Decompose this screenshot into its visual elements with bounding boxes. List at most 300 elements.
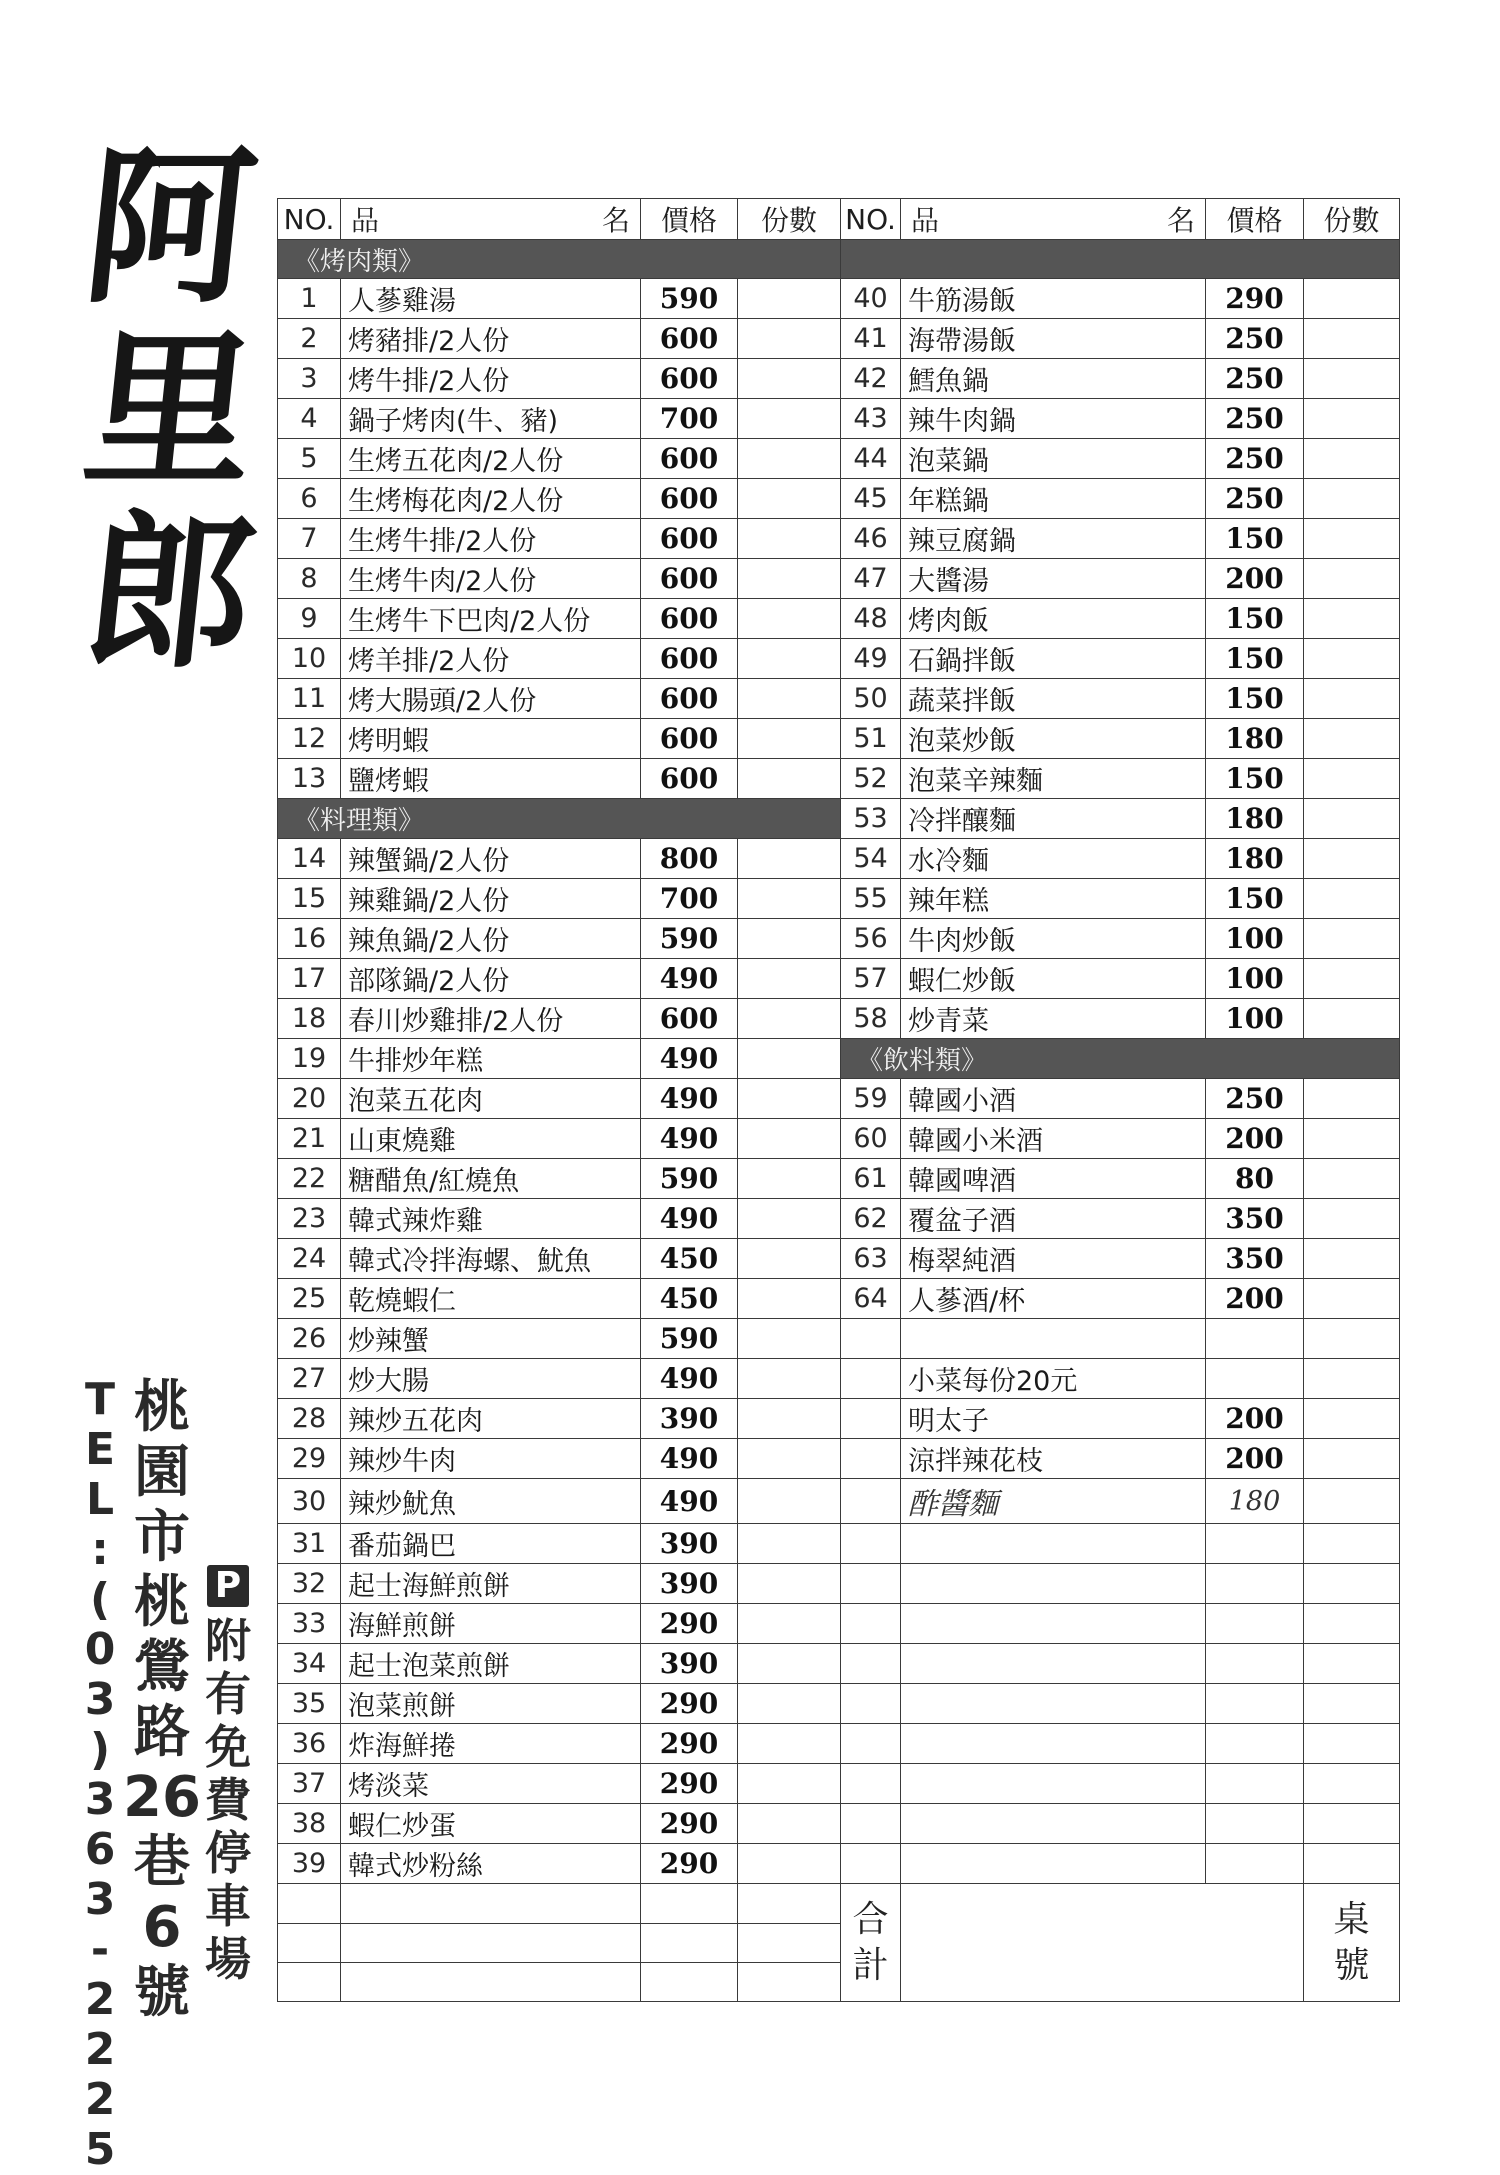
left-header-number: NO. [278, 199, 341, 240]
left-item-name: 烤羊排/2人份 [341, 639, 641, 679]
left-item-number: 10 [278, 639, 341, 679]
right-item-number [841, 1319, 901, 1359]
left-item-quantity-box[interactable] [738, 599, 841, 639]
right-section-header: 《飲料類》 [841, 1039, 1400, 1079]
left-item-price: 590 [641, 1319, 738, 1359]
right-item-quantity-box[interactable] [1304, 279, 1400, 319]
left-item-number: 38 [278, 1804, 341, 1844]
right-item-number: 59 [841, 1079, 901, 1119]
right-item-name: 辣豆腐鍋 [901, 519, 1206, 559]
right-item-number: 57 [841, 959, 901, 999]
left-item-quantity-box[interactable] [738, 919, 841, 959]
telephone-character: T [84, 1374, 115, 1425]
right-item-name: 韓國小米酒 [901, 1119, 1206, 1159]
left-item-quantity-box[interactable] [738, 279, 841, 319]
table-row [278, 240, 1400, 279]
left-item-name: 韓式冷拌海螺、魷魚 [341, 1239, 641, 1279]
table-row [278, 879, 1400, 919]
left-item-name: 春川炒雞排/2人份 [341, 999, 641, 1039]
left-item-number: 6 [278, 479, 341, 519]
right-item-quantity-box[interactable] [1304, 639, 1400, 679]
table-row [278, 1604, 1400, 1644]
left-item-number: 7 [278, 519, 341, 559]
left-item-price: 290 [641, 1604, 738, 1644]
right-item-quantity-box[interactable] [1304, 599, 1400, 639]
left-item-price: 600 [641, 639, 738, 679]
left-item-name: 炒辣蟹 [341, 1319, 641, 1359]
right-item-quantity-box[interactable] [1304, 479, 1400, 519]
left-item-name: 辣炒魷魚 [341, 1479, 641, 1524]
right-item-name [901, 1844, 1206, 1884]
left-item-name: 烤淡菜 [341, 1764, 641, 1804]
right-item-number: 54 [841, 839, 901, 879]
header-name-b: 名 [601, 204, 630, 237]
right-item-number [841, 1764, 901, 1804]
left-item-quantity-box[interactable] [738, 1319, 841, 1359]
right-item-quantity-box[interactable] [1304, 1844, 1400, 1884]
left-item-price: 700 [641, 879, 738, 919]
header-name-a: 品 [351, 204, 380, 237]
left-item-number: 28 [278, 1399, 341, 1439]
right-item-quantity-box[interactable] [1304, 839, 1400, 879]
left-item-quantity-box[interactable] [738, 959, 841, 999]
left-item-quantity-box[interactable] [738, 319, 841, 359]
table-row [278, 1564, 1400, 1604]
telephone-character: 3 [84, 1674, 116, 1725]
right-item-name: 辣年糕 [901, 879, 1206, 919]
left-item-number: 31 [278, 1524, 341, 1564]
left-item-number: 17 [278, 959, 341, 999]
left-item-price: 450 [641, 1279, 738, 1319]
left-item-price: 390 [641, 1399, 738, 1439]
handwritten-quantity-box[interactable] [1304, 1479, 1400, 1524]
table-row [278, 319, 1400, 359]
right-item-price: 200 [1206, 1279, 1304, 1319]
telephone-character: 2 [84, 2074, 116, 2125]
right-item-quantity-box[interactable] [1304, 1199, 1400, 1239]
left-item-price: 290 [641, 1804, 738, 1844]
right-item-price: 250 [1206, 479, 1304, 519]
address-character: 巷 [134, 1830, 190, 1895]
address-character: 路 [134, 1700, 190, 1765]
right-item-name: 蔬菜拌飯 [901, 679, 1206, 719]
left-item-quantity-box[interactable] [738, 439, 841, 479]
left-item-name: 烤明蝦 [341, 719, 641, 759]
right-item-quantity-box[interactable] [1304, 1279, 1400, 1319]
right-item-price: 180 [1206, 839, 1304, 879]
left-item-number: 1 [278, 279, 341, 319]
left-item-number: 8 [278, 559, 341, 599]
table-row [278, 639, 1400, 679]
left-item-name: 生烤梅花肉/2人份 [341, 479, 641, 519]
right-item-quantity-box[interactable] [1304, 759, 1400, 799]
right-item-price: 150 [1206, 599, 1304, 639]
right-item-quantity-box[interactable] [1304, 1159, 1400, 1199]
right-item-price [1206, 1319, 1304, 1359]
side-dish-price: 200 [1206, 1439, 1304, 1479]
left-item-number: 11 [278, 679, 341, 719]
right-item-price: 250 [1206, 439, 1304, 479]
right-item-name [901, 1564, 1206, 1604]
left-item-quantity-box[interactable] [738, 1804, 841, 1844]
address-character: 市 [134, 1505, 190, 1570]
right-item-name [901, 1804, 1206, 1844]
left-item-price: 490 [641, 1039, 738, 1079]
right-item-quantity-box[interactable] [1304, 719, 1400, 759]
left-item-quantity-box[interactable] [738, 879, 841, 919]
table-row [278, 1119, 1400, 1159]
left-item-quantity-box[interactable] [738, 1684, 841, 1724]
left-item-quantity-box[interactable] [738, 639, 841, 679]
right-item-quantity-box[interactable] [1304, 1239, 1400, 1279]
left-item-quantity-box[interactable] [738, 559, 841, 599]
left-item-number: 18 [278, 999, 341, 1039]
table-row [278, 759, 1400, 799]
left-item-quantity-box[interactable] [738, 1239, 841, 1279]
right-item-number: 45 [841, 479, 901, 519]
right-item-name: 大醬湯 [901, 559, 1206, 599]
table-row [278, 359, 1400, 399]
address-character: 號 [134, 1960, 190, 2025]
header-name-b: 名 [1166, 204, 1195, 237]
right-item-number: 55 [841, 879, 901, 919]
right-item-number: 51 [841, 719, 901, 759]
left-item-quantity-box[interactable] [738, 1884, 841, 1923]
left-item-price: 600 [641, 479, 738, 519]
side-dish-quantity-box[interactable] [1304, 1359, 1400, 1399]
left-item-price: 290 [641, 1844, 738, 1884]
left-item-quantity-box[interactable] [738, 1524, 841, 1564]
left-item-number: 39 [278, 1844, 341, 1884]
left-item-quantity-box[interactable] [738, 479, 841, 519]
left-item-quantity-box[interactable] [738, 679, 841, 719]
left-item-quantity-box[interactable] [738, 1359, 841, 1399]
left-item-quantity-box[interactable] [738, 839, 841, 879]
right-item-name [901, 1644, 1206, 1684]
telephone-character: - [90, 1924, 110, 1975]
left-header-quantity: 份數 [738, 199, 841, 240]
right-item-number: 61 [841, 1159, 901, 1199]
right-header-number: NO. [841, 199, 901, 240]
table-number-character: 桌 [1333, 1898, 1370, 1940]
left-item-price: 290 [641, 1764, 738, 1804]
table-row [278, 1199, 1400, 1239]
table-row [278, 799, 1400, 839]
parking-character: 車 [205, 1879, 251, 1933]
left-item-quantity-box[interactable] [738, 359, 841, 399]
right-item-quantity-box[interactable] [1304, 959, 1400, 999]
parking-character: 停 [205, 1826, 251, 1880]
right-item-name: 冷拌釀麵 [901, 799, 1206, 839]
right-item-quantity-box[interactable] [1304, 1764, 1400, 1804]
total-label-character: 合 [852, 1898, 889, 1940]
right-item-price: 200 [1206, 559, 1304, 599]
left-item-number: 37 [278, 1764, 341, 1804]
right-item-price: 350 [1206, 1199, 1304, 1239]
left-item-price: 600 [641, 319, 738, 359]
telephone-character: : [91, 1524, 109, 1575]
left-section-header: 《烤肉類》 [278, 240, 841, 279]
left-item-name: 番茄鍋巴 [341, 1524, 641, 1564]
left-item-price: 490 [641, 1119, 738, 1159]
left-item-price: 590 [641, 1159, 738, 1199]
left-item-quantity-box[interactable] [738, 1039, 841, 1079]
right-item-name: 鱈魚鍋 [901, 359, 1206, 399]
left-item-number: 33 [278, 1604, 341, 1644]
restaurant-logo [70, 128, 270, 691]
total-label-cell [841, 1884, 901, 2002]
right-item-quantity-box[interactable] [1304, 999, 1400, 1039]
left-item-name: 山東燒雞 [341, 1119, 641, 1159]
left-item-price: 490 [641, 1359, 738, 1399]
left-item-number: 30 [278, 1479, 341, 1524]
left-item-quantity-box[interactable] [738, 999, 841, 1039]
left-item-name: 鍋子烤肉(牛、豬) [341, 399, 641, 439]
right-item-number: 63 [841, 1239, 901, 1279]
right-item-price: 290 [1206, 279, 1304, 319]
side-dish-number [841, 1439, 901, 1479]
right-item-quantity-box[interactable] [1304, 679, 1400, 719]
telephone-character: ) [89, 1724, 111, 1775]
left-item-quantity-box[interactable] [738, 1199, 841, 1239]
table-row [278, 719, 1400, 759]
left-item-quantity-box[interactable] [738, 1079, 841, 1119]
left-item-quantity-box[interactable] [738, 719, 841, 759]
right-item-quantity-box[interactable] [1304, 1604, 1400, 1644]
right-item-number: 52 [841, 759, 901, 799]
right-item-quantity-box[interactable] [1304, 439, 1400, 479]
right-item-price [1206, 1524, 1304, 1564]
left-item-quantity-box[interactable] [738, 1644, 841, 1684]
left-item-number: 34 [278, 1644, 341, 1684]
right-item-name: 人蔘酒/杯 [901, 1279, 1206, 1319]
table-row [278, 1644, 1400, 1684]
left-item-price: 490 [641, 1439, 738, 1479]
left-item-number: 35 [278, 1684, 341, 1724]
handwritten-item-name: 酢醬麵 [901, 1479, 1206, 1524]
left-item-name: 蝦仁炒蛋 [341, 1804, 641, 1844]
left-section-header: 《料理類》 [278, 799, 841, 839]
right-item-price [1206, 1764, 1304, 1804]
right-item-price [1206, 1724, 1304, 1764]
left-item-name: 炒大腸 [341, 1359, 641, 1399]
left-item-number: 4 [278, 399, 341, 439]
right-item-quantity-box[interactable] [1304, 519, 1400, 559]
right-item-number [841, 1564, 901, 1604]
left-item-number: 13 [278, 759, 341, 799]
left-item-name: 烤豬排/2人份 [341, 319, 641, 359]
table-row [278, 1399, 1400, 1439]
left-item-number: 15 [278, 879, 341, 919]
right-item-number: 47 [841, 559, 901, 599]
left-item-quantity-box[interactable] [738, 1119, 841, 1159]
left-item-quantity-box[interactable] [738, 1439, 841, 1479]
left-item-quantity-box[interactable] [738, 1564, 841, 1604]
right-item-quantity-box[interactable] [1304, 1079, 1400, 1119]
left-item-quantity-box[interactable] [738, 1962, 841, 2001]
left-item-name: 鹽烤蝦 [341, 759, 641, 799]
table-row [278, 1319, 1400, 1359]
right-item-quantity-box[interactable] [1304, 1564, 1400, 1604]
right-item-number [841, 1844, 901, 1884]
left-item-price: 490 [641, 1079, 738, 1119]
right-item-quantity-box[interactable] [1304, 1724, 1400, 1764]
left-item-price: 490 [641, 959, 738, 999]
right-item-name: 石鍋拌飯 [901, 639, 1206, 679]
left-item-quantity-box[interactable] [738, 759, 841, 799]
table-row [278, 1764, 1400, 1804]
left-item-name: 辣魚鍋/2人份 [341, 919, 641, 959]
right-item-number: 53 [841, 799, 901, 839]
left-item-quantity-box[interactable] [738, 1279, 841, 1319]
parking-icon: P [207, 1565, 249, 1607]
left-item-number: 27 [278, 1359, 341, 1399]
left-item-quantity-box[interactable] [738, 399, 841, 439]
total-label [852, 1897, 888, 1989]
left-item-quantity-box[interactable] [738, 1479, 841, 1524]
left-item-price: 490 [641, 1199, 738, 1239]
right-item-name: 泡菜鍋 [901, 439, 1206, 479]
right-item-name: 辣牛肉鍋 [901, 399, 1206, 439]
left-item-price: 290 [641, 1724, 738, 1764]
left-item-quantity-box[interactable] [738, 519, 841, 559]
left-item-number: 22 [278, 1159, 341, 1199]
left-item-price: 390 [641, 1564, 738, 1604]
left-item-name: 生烤牛下巴肉/2人份 [341, 599, 641, 639]
right-item-quantity-box[interactable] [1304, 359, 1400, 399]
left-item-quantity-box[interactable] [738, 1764, 841, 1804]
right-item-price: 100 [1206, 959, 1304, 999]
right-item-quantity-box[interactable] [1304, 1804, 1400, 1844]
right-item-price [1206, 1684, 1304, 1724]
left-item-name: 牛排炒年糕 [341, 1039, 641, 1079]
right-item-quantity-box[interactable] [1304, 1644, 1400, 1684]
left-item-quantity-box[interactable] [738, 1844, 841, 1884]
right-item-number: 60 [841, 1119, 901, 1159]
right-item-price: 150 [1206, 679, 1304, 719]
left-item-number: 21 [278, 1119, 341, 1159]
right-item-number [841, 1604, 901, 1644]
left-item-quantity-box[interactable] [738, 1923, 841, 1962]
left-item-name: 人蔘雞湯 [341, 279, 641, 319]
table-row [278, 559, 1400, 599]
right-item-number: 49 [841, 639, 901, 679]
telephone-character: 2 [84, 1974, 116, 2025]
right-item-quantity-box[interactable] [1304, 1319, 1400, 1359]
left-item-price: 600 [641, 519, 738, 559]
right-item-name [901, 1764, 1206, 1804]
right-item-name: 烤肉飯 [901, 599, 1206, 639]
left-item-name: 韓式辣炸雞 [341, 1199, 641, 1239]
left-item-quantity-box[interactable] [738, 1604, 841, 1644]
right-item-name [901, 1604, 1206, 1644]
side-dish-quantity-box[interactable] [1304, 1399, 1400, 1439]
left-item-name: 韓式炒粉絲 [341, 1844, 641, 1884]
right-item-price: 150 [1206, 519, 1304, 559]
address-character: 鶯 [134, 1635, 190, 1700]
side-dish-number [841, 1359, 901, 1399]
right-item-quantity-box[interactable] [1304, 399, 1400, 439]
right-item-number: 48 [841, 599, 901, 639]
right-header-name [901, 199, 1206, 240]
right-item-price [1206, 1604, 1304, 1644]
table-row [278, 279, 1400, 319]
parking-character: 免 [205, 1720, 251, 1774]
total-amount-field[interactable] [901, 1884, 1304, 2002]
right-item-number: 56 [841, 919, 901, 959]
logo-character: 里 [75, 310, 265, 509]
header-name-a: 品 [911, 204, 940, 237]
left-item-price: 600 [641, 999, 738, 1039]
right-item-number: 42 [841, 359, 901, 399]
left-item-quantity-box[interactable] [738, 1159, 841, 1199]
telephone-character: ( [89, 1574, 111, 1625]
right-item-name [901, 1524, 1206, 1564]
right-item-quantity-box[interactable] [1304, 879, 1400, 919]
right-item-quantity-box[interactable] [1304, 919, 1400, 959]
left-item-number [278, 1962, 341, 2001]
right-item-number [841, 1524, 901, 1564]
right-header-quantity: 份數 [1304, 199, 1400, 240]
right-item-number [841, 1804, 901, 1844]
left-item-number: 19 [278, 1039, 341, 1079]
left-item-quantity-box[interactable] [738, 1724, 841, 1764]
left-header-name [341, 199, 641, 240]
right-item-quantity-box[interactable] [1304, 1524, 1400, 1564]
left-item-number: 26 [278, 1319, 341, 1359]
right-item-number: 64 [841, 1279, 901, 1319]
left-item-number: 2 [278, 319, 341, 359]
left-item-number: 29 [278, 1439, 341, 1479]
right-item-name: 炒青菜 [901, 999, 1206, 1039]
telephone-character: 3 [84, 1874, 116, 1925]
right-item-quantity-box[interactable] [1304, 799, 1400, 839]
left-item-quantity-box[interactable] [738, 1399, 841, 1439]
left-item-name: 烤大腸頭/2人份 [341, 679, 641, 719]
left-item-number [278, 1923, 341, 1962]
right-item-number: 62 [841, 1199, 901, 1239]
left-item-number: 25 [278, 1279, 341, 1319]
side-dish-quantity-box[interactable] [1304, 1439, 1400, 1479]
address-character: 6 [142, 1895, 182, 1960]
right-item-number [841, 1724, 901, 1764]
right-item-name [901, 1684, 1206, 1724]
right-item-quantity-box[interactable] [1304, 319, 1400, 359]
right-item-quantity-box[interactable] [1304, 1684, 1400, 1724]
right-item-quantity-box[interactable] [1304, 1119, 1400, 1159]
right-item-price: 250 [1206, 319, 1304, 359]
right-item-number: 50 [841, 679, 901, 719]
table-row [278, 1844, 1400, 1884]
right-item-price [1206, 1804, 1304, 1844]
right-item-price: 200 [1206, 1119, 1304, 1159]
right-item-price: 150 [1206, 639, 1304, 679]
right-item-quantity-box[interactable] [1304, 559, 1400, 599]
left-item-price [641, 1923, 738, 1962]
right-item-name [901, 1724, 1206, 1764]
parking-character: 有 [205, 1667, 251, 1721]
right-item-price: 250 [1206, 359, 1304, 399]
table-number-field[interactable] [1304, 1884, 1400, 2002]
right-item-name: 梅翠純酒 [901, 1239, 1206, 1279]
table-number-character: 號 [1333, 1944, 1370, 1986]
right-section-fill [841, 240, 1400, 279]
left-item-name [341, 1884, 641, 1923]
left-item-name: 辣蟹鍋/2人份 [341, 839, 641, 879]
right-item-price [1206, 1844, 1304, 1884]
handwritten-number [841, 1479, 901, 1524]
right-item-price: 250 [1206, 399, 1304, 439]
